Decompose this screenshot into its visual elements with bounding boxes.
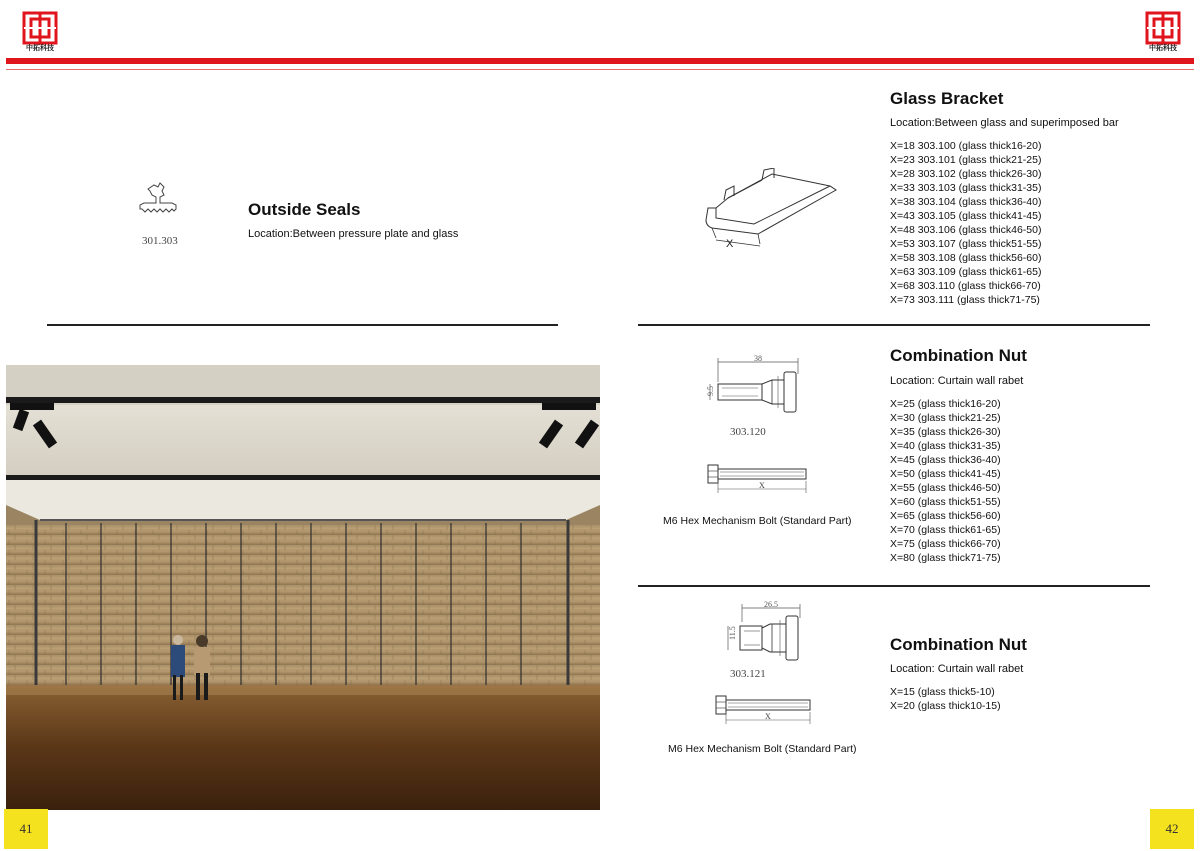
logo-right	[1145, 11, 1181, 53]
combination-nut-2-title: Combination Nut	[890, 635, 1027, 654]
combination-nut-2-location: Location: Curtain wall rabet	[890, 663, 1024, 675]
outside-seal-part-code: 301.303	[142, 235, 178, 247]
interior-hall-photo	[6, 365, 600, 810]
combination-nut-1-location: Location: Curtain wall rabet	[890, 375, 1024, 387]
outside-seals-title: Outside Seals	[248, 200, 361, 219]
glass-bracket-title: Glass Bracket	[890, 89, 1004, 108]
spec-row: X=73 303.111 (glass thick71-75)	[890, 294, 1040, 306]
combination-nut-1-spec-list	[890, 397, 1001, 565]
logo-text: 中拓科技	[1149, 45, 1177, 52]
header-red-thin-line	[6, 69, 1194, 70]
header-red-bar	[6, 58, 1194, 64]
logo-mark-icon	[22, 11, 58, 45]
outside-seals-location: Location:Between pressure plate and glass	[248, 228, 459, 240]
spec-row: X=58 303.108 (glass thick56-60)	[890, 252, 1042, 264]
spec-row: X=33 303.103 (glass thick31-35)	[890, 182, 1042, 194]
spec-row: X=30 (glass thick21-25)	[890, 412, 1001, 424]
left-section-divider	[47, 324, 558, 326]
spec-row: X=23 303.101 (glass thick21-25)	[890, 154, 1042, 166]
right-section-divider-1	[638, 324, 1150, 326]
hex-bolt-2-drawing	[714, 694, 814, 726]
spec-row: X=65 (glass thick56-60)	[890, 510, 1001, 522]
hex-bolt-1-drawing	[706, 463, 810, 495]
spec-row: X=75 (glass thick66-70)	[890, 538, 1001, 550]
spec-row: X=68 303.110 (glass thick66-70)	[890, 280, 1041, 292]
spec-row: X=20 (glass thick10-15)	[890, 700, 1001, 712]
nut-2-part-code: 303.121	[730, 668, 766, 680]
bolt-2-caption: M6 Hex Mechanism Bolt (Standard Part)	[668, 743, 857, 755]
spec-row: X=53 303.107 (glass thick51-55)	[890, 238, 1042, 250]
spec-row: X=38 303.104 (glass thick36-40)	[890, 196, 1042, 208]
bolt-1-caption: M6 Hex Mechanism Bolt (Standard Part)	[663, 515, 852, 527]
nut-1-part-code: 303.120	[730, 426, 766, 438]
spec-row: X=43 303.105 (glass thick41-45)	[890, 210, 1042, 222]
spec-row: X=15 (glass thick5-10)	[890, 686, 995, 698]
outside-seal-profile-icon	[136, 181, 186, 219]
glass-bracket-spec-list	[890, 139, 1041, 307]
glass-bracket-x-label: X	[726, 238, 734, 250]
nut-1-height-dim: 9.5	[706, 386, 715, 396]
spec-row: X=25 (glass thick16-20)	[890, 398, 1001, 410]
bolt-1-x-dim: X	[759, 481, 765, 490]
spec-row: X=80 (glass thick71-75)	[890, 552, 1001, 564]
spec-row: X=48 303.106 (glass thick46-50)	[890, 224, 1042, 236]
spec-row: X=45 (glass thick36-40)	[890, 454, 1001, 466]
spec-row: X=55 (glass thick46-50)	[890, 482, 1001, 494]
nut-1-width-dim: 38	[754, 354, 762, 363]
combination-nut-1-drawing	[700, 352, 810, 418]
spec-row: X=40 (glass thick31-35)	[890, 440, 1001, 452]
glass-bracket-drawing	[698, 168, 868, 250]
nut-2-height-dim: 11.5	[728, 626, 737, 640]
combination-nut-2-spec-list	[890, 685, 1001, 713]
page-number-left: 41	[4, 809, 48, 849]
spec-row: X=63 303.109 (glass thick61-65)	[890, 266, 1042, 278]
spec-row: X=35 (glass thick26-30)	[890, 426, 1001, 438]
spec-row: X=50 (glass thick41-45)	[890, 468, 1001, 480]
spec-row: X=60 (glass thick51-55)	[890, 496, 1001, 508]
bolt-2-x-dim: X	[765, 712, 771, 721]
page-number-right: 42	[1150, 809, 1194, 849]
right-section-divider-2	[638, 585, 1150, 587]
nut-2-width-dim: 26.5	[764, 600, 778, 609]
spec-row: X=18 303.100 (glass thick16-20)	[890, 140, 1042, 152]
logo-left	[22, 11, 58, 53]
logo-mark-icon	[1145, 11, 1181, 45]
spec-row: X=70 (glass thick61-65)	[890, 524, 1001, 536]
combination-nut-2-drawing	[712, 598, 808, 666]
combination-nut-1-title: Combination Nut	[890, 346, 1027, 365]
logo-text: 中拓科技	[26, 45, 54, 52]
glass-bracket-location: Location:Between glass and superimposed bar	[890, 117, 1119, 129]
spec-row: X=28 303.102 (glass thick26-30)	[890, 168, 1042, 180]
